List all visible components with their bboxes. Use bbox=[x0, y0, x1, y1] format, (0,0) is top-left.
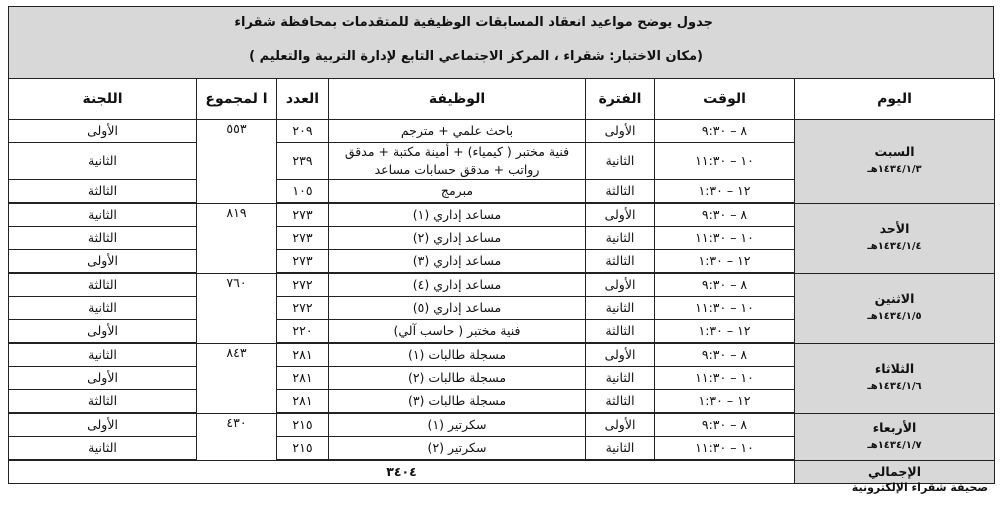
time-cell: ١٠ – ١١:٣٠ bbox=[655, 297, 795, 320]
day-name: الثلاثاء bbox=[874, 361, 915, 376]
period-cell: الثانية bbox=[586, 297, 655, 320]
committee-cell: الثانية bbox=[9, 203, 197, 227]
time-cell: ١٠ – ١١:٣٠ bbox=[655, 227, 795, 250]
count-cell: ٢٨١ bbox=[277, 390, 329, 414]
day-date: ١٤٣٤/١/٦هـ bbox=[867, 381, 922, 392]
job-cell: سكرتير (١) bbox=[329, 413, 586, 437]
col-header-day: اليوم bbox=[795, 79, 995, 120]
time-cell: ٨ – ٩:٣٠ bbox=[655, 203, 795, 227]
day-cell bbox=[795, 120, 995, 204]
count-cell: ٢٠٩ bbox=[277, 120, 329, 143]
day-date: ١٤٣٤/١/٥هـ bbox=[867, 311, 922, 322]
day-cell bbox=[795, 343, 995, 413]
period-cell: الثالثة bbox=[586, 180, 655, 204]
job-cell: مساعد إداري (٥) bbox=[329, 297, 586, 320]
job-cell: مساعد إداري (٣) bbox=[329, 250, 586, 274]
day-date: ١٤٣٤/١/٧هـ bbox=[867, 439, 922, 451]
committee-cell: الثالثة bbox=[9, 227, 197, 250]
committee-cell: الأولى bbox=[9, 320, 197, 344]
committee-cell: الأولى bbox=[9, 120, 197, 143]
committee-cell: الثانية bbox=[9, 343, 197, 367]
document-title: جدول يوضح مواعيد انعقاد المسابقات الوظيفية للمتقدمات بمحافظة شقراء bbox=[234, 15, 713, 30]
day-total-cell: ٨٤٣ bbox=[197, 343, 277, 413]
col-header-job: الوظيفة bbox=[329, 79, 586, 120]
day-cell bbox=[795, 413, 995, 460]
job-cell: فنية مختبر ( كيمياء) + أمينة مكتبة + مدقق رواتب + مدقق حسابات مساعد bbox=[329, 143, 586, 180]
document-header bbox=[8, 6, 994, 80]
count-cell: ٢٧٢ bbox=[277, 297, 329, 320]
day-name: الأربعاء bbox=[872, 419, 917, 435]
period-cell: الثانية bbox=[586, 367, 655, 390]
job-cell: مساعد إداري (١) bbox=[329, 203, 586, 227]
col-header-count: العدد bbox=[277, 79, 329, 120]
time-cell: ٨ – ٩:٣٠ bbox=[655, 120, 795, 143]
table-row bbox=[9, 413, 995, 437]
job-cell: مساعد إداري (٤) bbox=[329, 273, 586, 297]
count-cell: ٢١٥ bbox=[277, 437, 329, 461]
day-name: السبت bbox=[874, 144, 915, 160]
col-header-total: ا لمجموع bbox=[197, 79, 277, 120]
period-cell: الأولى bbox=[586, 273, 655, 297]
grand-total-row bbox=[9, 460, 995, 484]
col-header-period: الفترة bbox=[586, 79, 655, 120]
job-cell: مبرمج bbox=[329, 180, 586, 204]
committee-cell: الثانية bbox=[9, 437, 197, 461]
day-cell bbox=[795, 203, 995, 273]
time-cell: ١٢ – ١:٣٠ bbox=[655, 250, 795, 274]
count-cell: ٢٨١ bbox=[277, 343, 329, 367]
period-cell: الثانية bbox=[586, 143, 655, 180]
period-cell: الثالثة bbox=[586, 390, 655, 414]
job-cell: فنية مختبر ( حاسب آلي) bbox=[329, 320, 586, 344]
job-cell: مساعد إداري (٢) bbox=[329, 227, 586, 250]
period-cell: الثالثة bbox=[586, 250, 655, 274]
job-cell: مسجلة طالبات (١) bbox=[329, 343, 586, 367]
count-cell: ٢٧٣ bbox=[277, 227, 329, 250]
day-total-cell: ٨١٩ bbox=[197, 203, 277, 273]
count-cell: ٢٨١ bbox=[277, 367, 329, 390]
count-cell: ٢٧٢ bbox=[277, 273, 329, 297]
table-row bbox=[9, 203, 995, 227]
job-cell: مسجلة طالبات (٢) bbox=[329, 367, 586, 390]
schedule-table bbox=[8, 78, 995, 484]
day-date: ١٤٣٤/١/٣هـ bbox=[867, 164, 922, 176]
day-total-cell: ٧٦٠ bbox=[197, 273, 277, 343]
time-cell: ٨ – ٩:٣٠ bbox=[655, 413, 795, 437]
count-cell: ١٠٥ bbox=[277, 180, 329, 204]
period-cell: الثانية bbox=[586, 227, 655, 250]
committee-cell: الثالثة bbox=[9, 390, 197, 414]
col-header-committee: اللجنة bbox=[9, 79, 197, 120]
time-cell: ٨ – ٩:٣٠ bbox=[655, 343, 795, 367]
time-cell: ١٠ – ١١:٣٠ bbox=[655, 437, 795, 461]
period-cell: الأولى bbox=[586, 413, 655, 437]
committee-cell: الثانية bbox=[9, 143, 197, 180]
count-cell: ٢٧٣ bbox=[277, 203, 329, 227]
day-date: ١٤٣٤/١/٤هـ bbox=[867, 241, 922, 252]
exam-location: ( مكان الاختبار: شقراء ، المركز الاجتماعي التابع لإدارة التربية والتعليم) bbox=[249, 49, 703, 64]
committee-cell: الثالثة bbox=[9, 273, 197, 297]
time-cell: ١٢ – ١:٣٠ bbox=[655, 390, 795, 414]
count-cell: ٢١٥ bbox=[277, 413, 329, 437]
time-cell: ١٠ – ١١:٣٠ bbox=[655, 143, 795, 180]
table-row bbox=[9, 343, 995, 367]
schedule-document bbox=[8, 6, 994, 496]
table-row bbox=[9, 120, 995, 143]
day-name: الاثنين bbox=[874, 291, 915, 306]
time-cell: ١٠ – ١١:٣٠ bbox=[655, 367, 795, 390]
grand-total-value: ٣٤٠٤ bbox=[9, 460, 795, 484]
committee-cell: الثالثة bbox=[9, 180, 197, 204]
time-cell: ١٢ – ١:٣٠ bbox=[655, 320, 795, 344]
day-total-cell: ٥٥٣ bbox=[197, 120, 277, 204]
count-cell: ٢٢٠ bbox=[277, 320, 329, 344]
time-cell: ١٢ – ١:٣٠ bbox=[655, 180, 795, 204]
period-cell: الأولى bbox=[586, 203, 655, 227]
period-cell: الأولى bbox=[586, 120, 655, 143]
committee-cell: الأولى bbox=[9, 413, 197, 437]
job-cell: سكرتير (٢) bbox=[329, 437, 586, 461]
grand-total-label: الإجمالي bbox=[795, 460, 995, 484]
period-cell: الثانية bbox=[586, 437, 655, 461]
committee-cell: الأولى bbox=[9, 250, 197, 274]
job-cell: باحث علمي + مترجم bbox=[329, 120, 586, 143]
day-total-cell: ٤٣٠ bbox=[197, 413, 277, 460]
committee-cell: الأولى bbox=[9, 367, 197, 390]
period-cell: الثالثة bbox=[586, 320, 655, 344]
table-row bbox=[9, 273, 995, 297]
source-credit: صحيفة شقراء الإلكترونية bbox=[851, 481, 988, 494]
schedule-body bbox=[9, 120, 995, 484]
table-header-row bbox=[9, 79, 995, 120]
day-name: الأحد bbox=[879, 221, 910, 236]
time-cell: ٨ – ٩:٣٠ bbox=[655, 273, 795, 297]
job-cell: مسجلة طالبات (٣) bbox=[329, 390, 586, 414]
day-cell bbox=[795, 273, 995, 343]
committee-cell: الثانية bbox=[9, 297, 197, 320]
count-cell: ٢٧٣ bbox=[277, 250, 329, 274]
count-cell: ٢٣٩ bbox=[277, 143, 329, 180]
period-cell: الأولى bbox=[586, 343, 655, 367]
col-header-time: الوقت bbox=[655, 79, 795, 120]
